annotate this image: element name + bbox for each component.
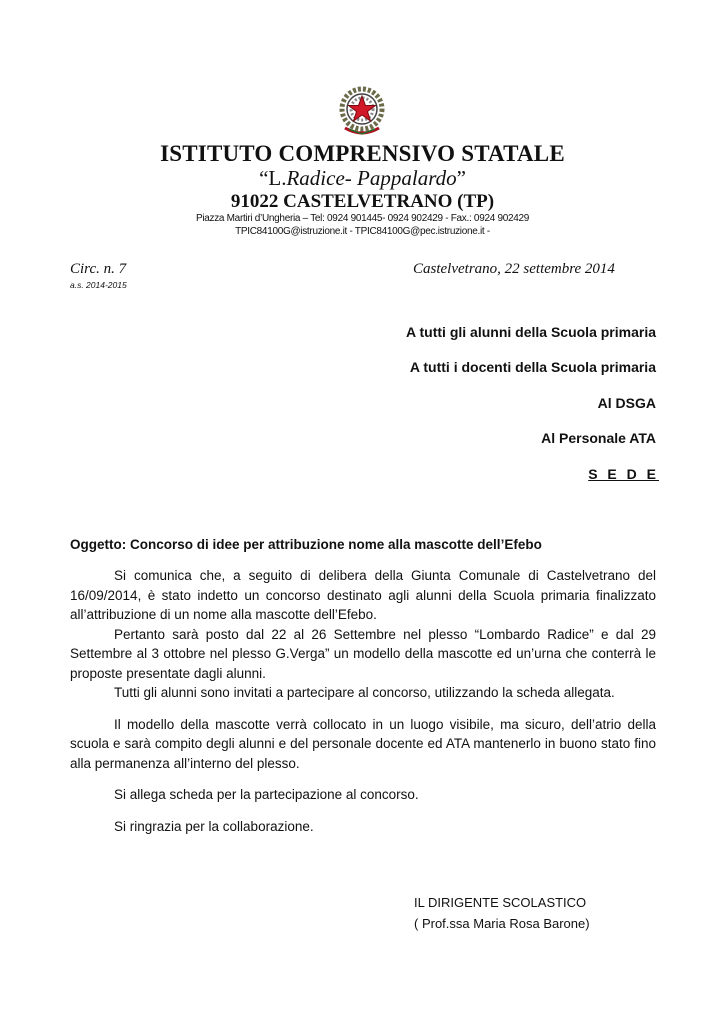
institute-emails: TPIC84100G@istruzione.it - TPIC84100G@pec.istruzione.it - (235, 226, 490, 237)
recipient-sede: S E D E (588, 466, 659, 482)
recipient-line: Al Personale ATA (541, 430, 656, 446)
paragraph: Si comunica che, a seguito di delibera della Giunta Comunale di Castelvetrano del 16/09/2014, è stato indetto un concorso destinato agli alunni della Scuola primaria finalizzato all’attribuzione di un nome alla mascotte dell’Efebo. (70, 568, 656, 622)
institute-name: “L.Radice- Pappalardo” (259, 166, 466, 190)
letter-body (70, 566, 656, 836)
paragraph: Pertanto sarà posto dal 22 al 26 Settembre nel plesso “Lombardo Radice” e dal 29 Settembre al 3 ottobre nel plesso G.Verga” un modello della mascotte ed un’urna che conterrà le proposte presentate dagli alunni. (70, 626, 656, 681)
institute-title: ISTITUTO COMPRENSIVO STATALE (160, 141, 565, 166)
recipient-line: A tutti i docenti della Scuola primaria (409, 359, 656, 375)
recipient-line: A tutti gli alunni della Scuola primaria (406, 324, 656, 340)
school-year: a.s. 2014-2015 (70, 280, 127, 290)
paragraph: Si ringrazia per la collaborazione. (114, 818, 314, 834)
paragraph: Si allega scheda per la partecipazione al concorso. (114, 787, 419, 802)
paragraph: Il modello della mascotte verrà collocato in un luogo visibile, ma sicuro, dell’atrio della scuola e sarà compito degli alunni e del personale docente ed ATA mantenerlo in buono stato fino alla permanenza all’interno del plesso. (70, 716, 656, 771)
document-date: Castelvetrano, 22 settembre 2014 (413, 261, 615, 277)
institute-city: 91022 CASTELVETRANO (TP) (230, 191, 495, 212)
paragraph: Tutti gli alunni sono invitati a partecipare al concorso, utilizzando la scheda allegata. (114, 685, 615, 700)
signature-name: ( Prof.ssa Maria Rosa Barone) (414, 916, 590, 931)
signature-title: IL DIRIGENTE SCOLASTICO (414, 895, 587, 910)
circular-number: Circ. n. 7 (70, 261, 127, 277)
subject-line: Oggetto: Concorso di idee per attribuzione nome alla mascotte dell’Efebo (70, 537, 542, 552)
recipient-line: Al DSGA (597, 395, 656, 411)
institute-address: Piazza Martiri d’Ungheria – Tel: 0924 901445- 0924 902429 - Fax.: 0924 902429 (195, 213, 530, 224)
republic-emblem-icon (337, 82, 387, 138)
